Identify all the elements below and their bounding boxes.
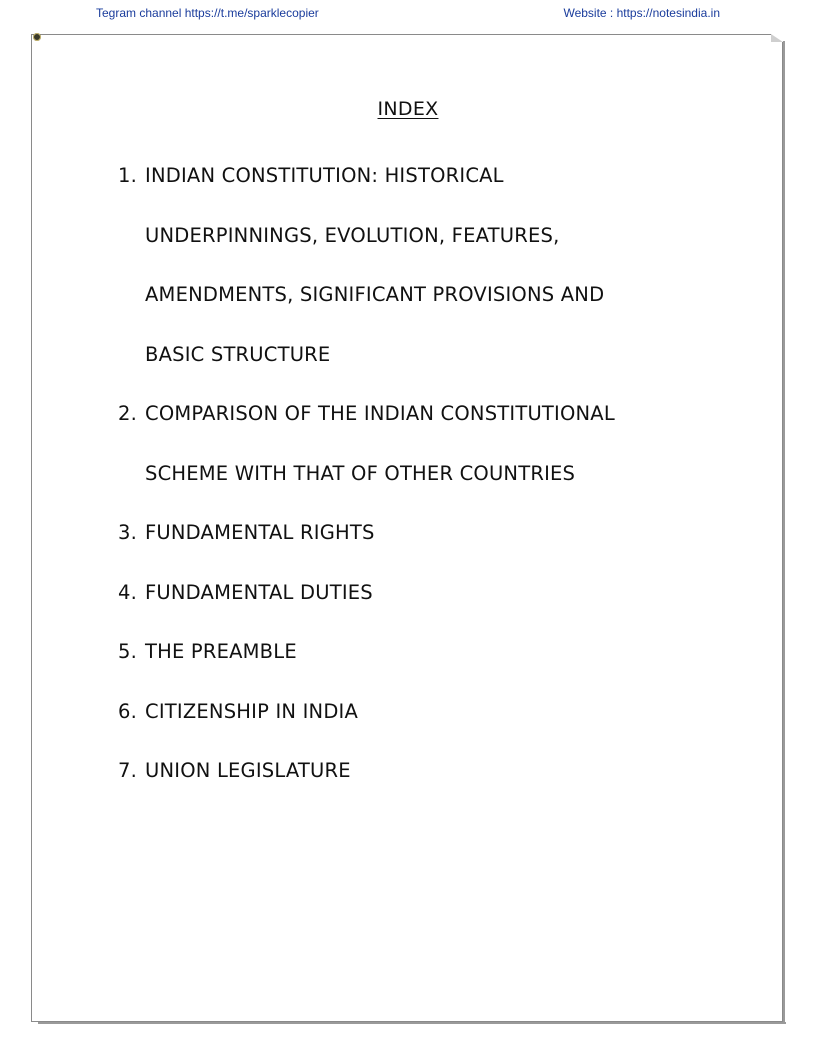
item-text xyxy=(145,146,604,384)
item-line: COMPARISON OF THE INDIAN CONSTITUTIONAL xyxy=(145,402,615,425)
item-text xyxy=(145,503,375,563)
item-line: BASIC STRUCTURE xyxy=(145,342,331,366)
item-line: FUNDAMENTAL DUTIES xyxy=(145,580,373,604)
item-number: 5. xyxy=(118,640,138,663)
page-title: INDEX xyxy=(377,98,439,120)
item-number: 7. xyxy=(118,759,138,782)
item-number: 6. xyxy=(118,699,138,723)
item-number: 2. xyxy=(118,402,138,425)
item-line: AMENDMENTS, SIGNIFICANT PROVISIONS AND xyxy=(145,283,605,306)
item-line: THE PREAMBLE xyxy=(145,640,297,663)
item-number: 3. xyxy=(118,521,138,544)
index-item xyxy=(118,563,738,623)
item-line: UNION LEGISLATURE xyxy=(145,759,351,782)
pin-icon xyxy=(33,33,41,41)
page-shadow-bottom xyxy=(38,1022,786,1024)
item-text xyxy=(145,682,358,742)
item-line: CITIZENSHIP IN INDIA xyxy=(145,699,359,723)
item-number: 1. xyxy=(118,164,138,187)
item-line: UNDERPINNINGS, EVOLUTION, FEATURES, xyxy=(145,223,560,247)
telegram-channel-link[interactable]: Tegram channel https://t.me/sparklecopier xyxy=(96,6,319,20)
index-item xyxy=(118,622,738,682)
page-corner-fold xyxy=(771,34,783,42)
index-item xyxy=(118,503,738,563)
item-text xyxy=(145,384,615,503)
item-number: 4. xyxy=(118,580,138,604)
index-list xyxy=(118,146,738,801)
item-line: SCHEME WITH THAT OF OTHER COUNTRIES xyxy=(145,461,576,485)
website-link[interactable]: Website : https://notesindia.in xyxy=(563,6,720,20)
page-shadow-right xyxy=(783,41,785,1023)
index-item xyxy=(118,741,738,801)
item-text xyxy=(145,563,373,623)
item-text xyxy=(145,741,351,801)
index-item xyxy=(118,682,738,742)
index-item xyxy=(118,146,738,384)
item-line: INDIAN CONSTITUTION: HISTORICAL xyxy=(145,164,504,187)
item-line: FUNDAMENTAL RIGHTS xyxy=(145,521,375,544)
item-text xyxy=(145,622,297,682)
index-item xyxy=(118,384,738,503)
